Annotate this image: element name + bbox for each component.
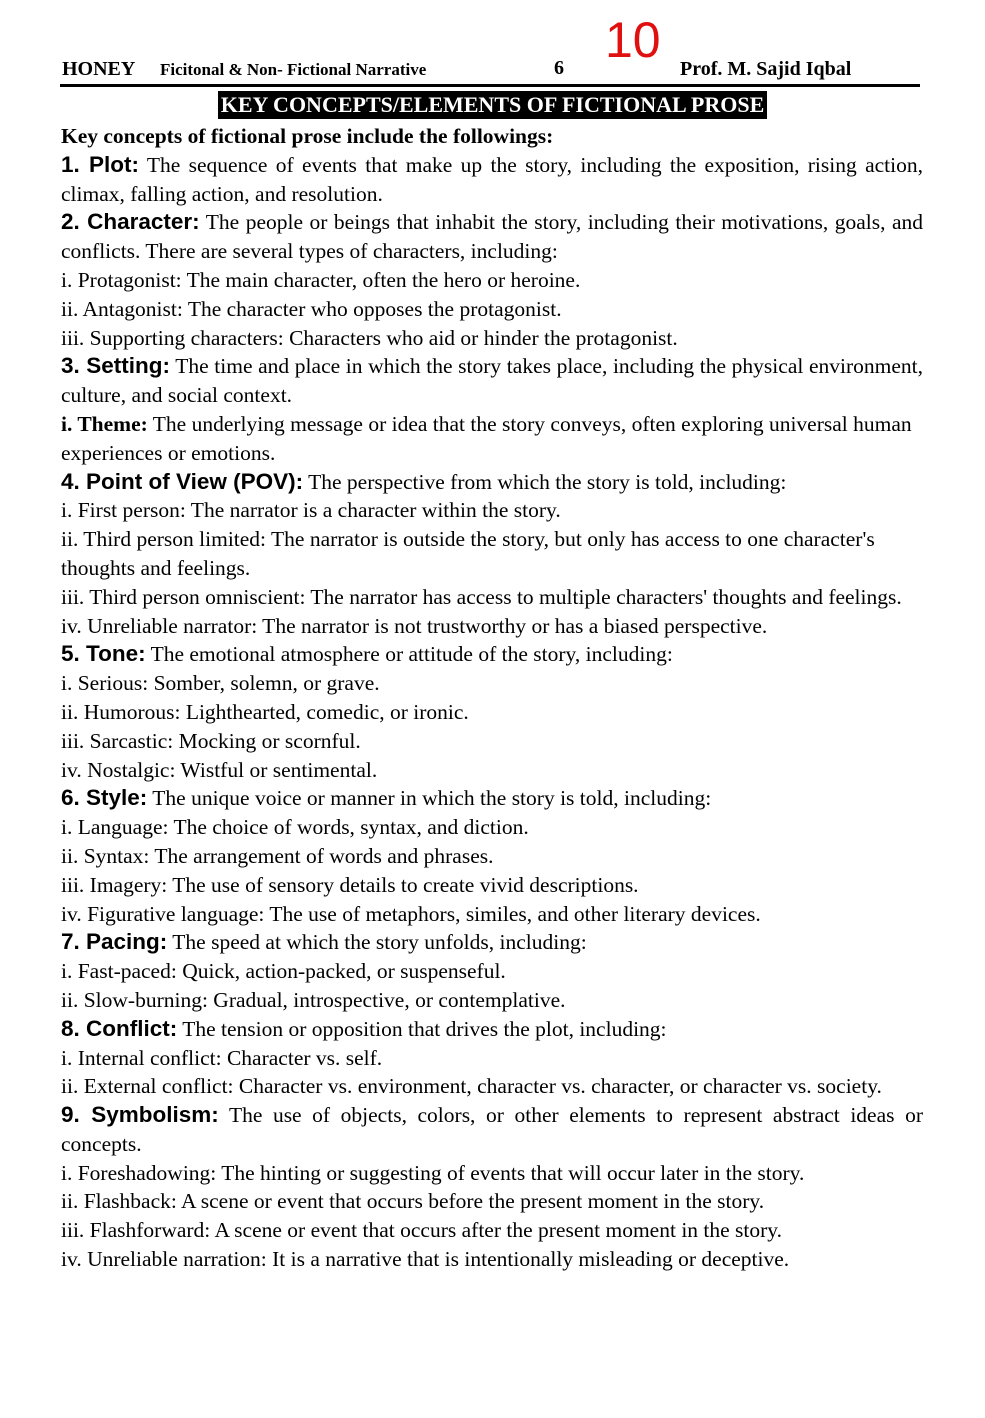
document-body <box>61 122 923 1274</box>
section-text: The underlying message or idea that the story conveys, often exploring universal human experiences or emotions. <box>61 411 912 465</box>
section-text: The emotional atmosphere or attitude of the story, including: <box>145 642 673 667</box>
page-header <box>60 58 920 87</box>
list-item: i. First person: The narrator is a character within the story. <box>61 498 561 523</box>
section-text: The unique voice or manner in which the story is told, including: <box>147 786 712 811</box>
section-text: The perspective from which the story is told, including: <box>303 469 787 494</box>
section-text: The tension or opposition that drives the plot, including: <box>177 1016 667 1041</box>
section-theme <box>61 410 923 468</box>
list-item: ii. Third person limited: The narrator is outside the story, but only has access to one character's thoughts and feelings. <box>61 527 875 580</box>
section-style <box>61 784 923 813</box>
page-title: KEY CONCEPTS/ELEMENTS OF FICTIONAL PROSE <box>218 91 768 119</box>
list-item: i. Internal conflict: Character vs. self. <box>61 1045 383 1070</box>
section-plot <box>61 151 923 209</box>
title-wrapper <box>0 91 985 119</box>
page-number-mark: 10 <box>605 12 661 68</box>
section-text: The people or beings that inhabit the story, including their motivations, goals, and conflicts. There are several types of characters, including: <box>61 210 924 264</box>
list-item: i. Foreshadowing: The hinting or suggesting of events that will occur later in the story. <box>61 1160 805 1185</box>
list-item: iii. Sarcastic: Mocking or scornful. <box>61 728 361 753</box>
list-item: iv. Unreliable narration: It is a narrative that is intentionally misleading or deceptive. <box>61 1247 790 1272</box>
list-item: iii. Flashforward: A scene or event that occurs after the present moment in the story. <box>61 1218 783 1243</box>
list-item: ii. Syntax: The arrangement of words and phrases. <box>61 843 494 868</box>
header-page-number: 6 <box>554 57 564 79</box>
section-label: 2. Character: <box>61 209 200 235</box>
list-item: iv. Nostalgic: Wistful or sentimental. <box>61 757 378 782</box>
list-item: iv. Unreliable narrator: The narrator is not trustworthy or has a biased perspective. <box>61 613 768 638</box>
list-item: iii. Supporting characters: Characters who aid or hinder the protagonist. <box>61 325 678 350</box>
section-pacing <box>61 928 923 957</box>
list-item: ii. Antagonist: The character who opposes the protagonist. <box>61 296 562 321</box>
list-item: ii. Flashback: A scene or event that occurs before the present moment in the story. <box>61 1189 765 1214</box>
section-tone <box>61 640 923 669</box>
list-item: ii. Slow-burning: Gradual, introspective, or contemplative. <box>61 987 566 1012</box>
list-item: i. Language: The choice of words, syntax, and diction. <box>61 815 529 840</box>
header-book-title: HONEY <box>62 58 136 80</box>
list-item: iii. Imagery: The use of sensory details to create vivid descriptions. <box>61 872 639 897</box>
intro-line: Key concepts of fictional prose include the followings: <box>61 124 554 148</box>
section-label: 7. Pacing: <box>61 929 168 955</box>
list-item: iv. Figurative language: The use of metaphors, similes, and other literary devices. <box>61 901 761 926</box>
header-subtitle: Ficitonal & Non- Fictional Narrative <box>160 60 427 79</box>
section-setting <box>61 352 923 410</box>
list-item: ii. External conflict: Character vs. environment, character vs. character, or character vs. society. <box>61 1074 882 1099</box>
list-item: i. Protagonist: The main character, often the hero or heroine. <box>61 267 581 292</box>
section-character <box>61 208 923 266</box>
section-text: The speed at which the story unfolds, including: <box>167 930 587 955</box>
section-label: 6. Style: <box>61 785 148 811</box>
section-label: 1. Plot: <box>61 151 139 177</box>
section-label: 9. Symbolism: <box>61 1102 219 1128</box>
section-label: 3. Setting: <box>61 353 171 379</box>
header-author: Prof. M. Sajid Iqbal <box>680 58 852 80</box>
section-label: 8. Conflict: <box>61 1015 178 1041</box>
section-label: i. Theme: <box>61 411 148 436</box>
list-item: iii. Third person omniscient: The narrator has access to multiple characters' thoughts and feelings. <box>61 584 902 609</box>
section-conflict <box>61 1015 923 1044</box>
list-item: i. Serious: Somber, solemn, or grave. <box>61 671 380 696</box>
list-item: i. Fast-paced: Quick, action-packed, or suspenseful. <box>61 959 506 984</box>
section-label: 4. Point of View (POV): <box>61 468 304 494</box>
section-text: The sequence of events that make up the story, including the exposition, rising action, climax, falling action, and resolution. <box>61 152 923 206</box>
section-text: The use of objects, colors, or other elements to represent abstract ideas or concepts. <box>61 1103 923 1156</box>
list-item: ii. Humorous: Lighthearted, comedic, or ironic. <box>61 699 469 724</box>
section-text: The time and place in which the story takes place, including the physical environment, culture, and social context. <box>61 354 923 408</box>
section-symbolism <box>61 1101 923 1159</box>
section-pov <box>61 468 923 497</box>
section-label: 5. Tone: <box>61 641 146 667</box>
